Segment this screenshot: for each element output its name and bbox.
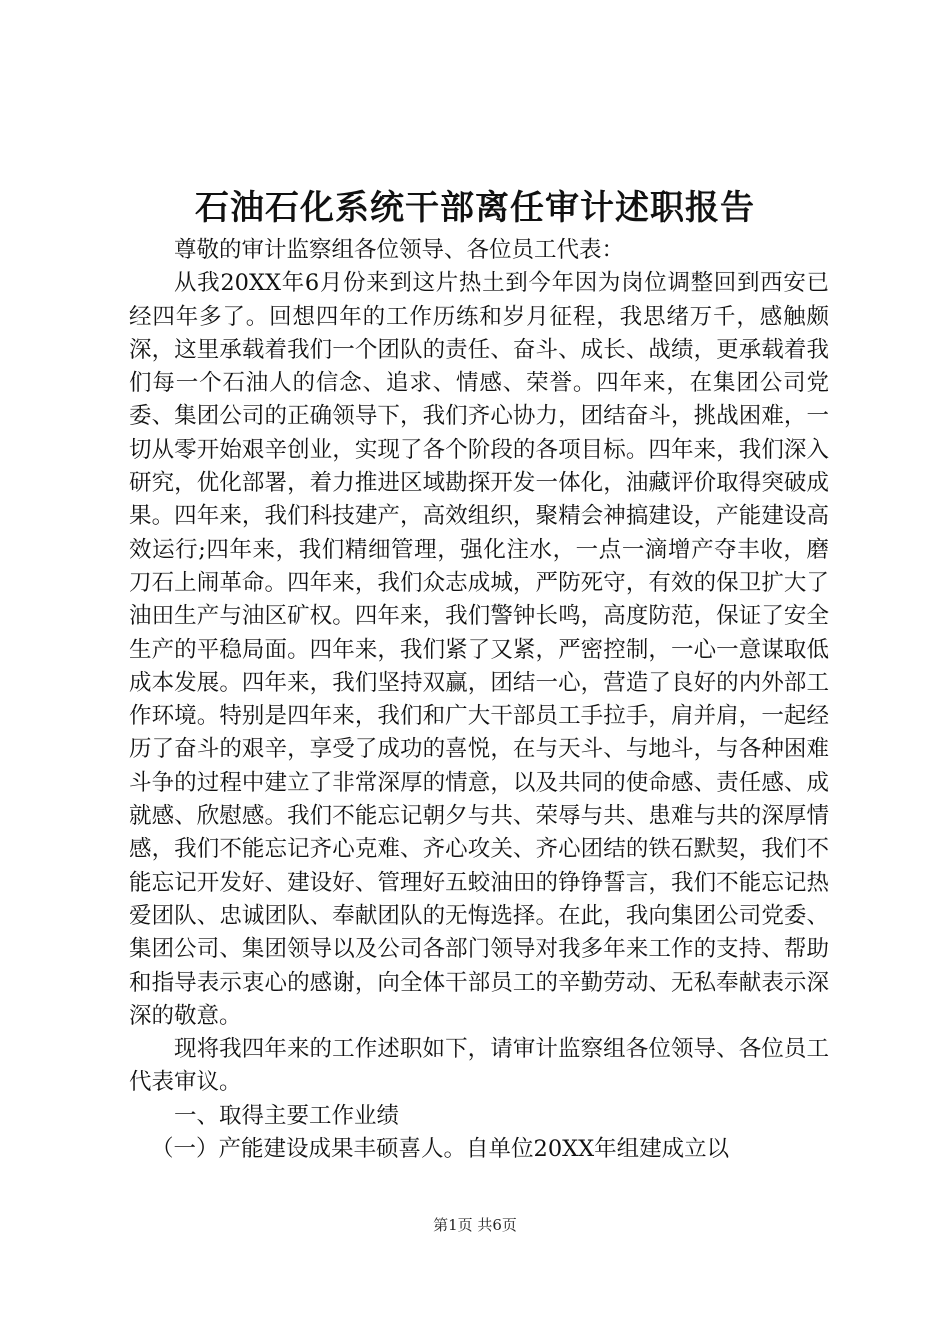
page-number: 第1页 共6页 bbox=[433, 1216, 517, 1234]
paragraph-intro: 从我20XX年6月份来到这片热土到今年因为岗位调整回到西安已经四年多了。回想四年的工作历练和岁月征程，我思绪万千，感触颇深，这里承载着我们一个团队的责任、奋斗、成长、战绩，更承载着我们每一个石油人的信念、追求、情感、荣誉。四年来，在集团公司党委、集团公司的正确领导下，我们齐心协力，团结奋斗，挑战困难，一切从零开始艰辛创业，实现了各个阶段的各项目标。四年来，我们深入研究，优化部署，着力推进区域勘探开发一体化，油藏评价取得突破成果。四年来，我们科技建产，高效组织，聚精会神搞建设，产能建设高效运行;四年来，我们精细管理，强化注水，一点一滴增产夺丰收，磨刀石上闹革命。四年来，我们众志成城，严防死守，有效的保卫扩大了油田生产与油区矿权。四年来，我们警钟长鸣，高度防范，保证了安全生产的平稳局面。四年来，我们紧了又紧，严密控制，一心一意谋取低成本发展。四年来，我们坚持双赢，团结一心，营造了良好的内外部工作环境。特别是四年来，我们和广大干部员工手拉手，肩并肩，一起经历了奋斗的艰辛，享受了成功的喜悦，在与天斗、与地斗，与各种困难斗争的过程中建立了非常深厚的情意，以及共同的使命感、责任感、成就感、欣慰感。我们不能忘记朝夕与共、荣辱与共、患难与共的深厚情感，我们不能忘记齐心克难、齐心攻关、齐心团结的铁石默契，我们不能忘记开发好、建设好、管理好五蛟油田的铮铮誓言，我们不能忘记热爱团队、忠诚团队、奉献团队的无悔选择。在此，我向集团公司党委、集团公司、集团领导以及公司各部门领导对我多年来工作的支持、帮助和指导表示衷心的感谢，向全体干部员工的辛勤劳动、无私奉献表示深深的敬意。 bbox=[129, 270, 829, 1029]
document-title: 石油石化系统干部离任审计述职报告 bbox=[195, 188, 755, 228]
paragraph-report-notice: 现将我四年来的工作述职如下，请审计监察组各位领导、各位员工代表审议。 bbox=[129, 1036, 829, 1096]
salutation: 尊敬的审计监察组各位领导、各位员工代表： bbox=[174, 237, 625, 263]
section-heading: 一、取得主要工作业绩 bbox=[174, 1102, 400, 1129]
document-body bbox=[129, 234, 829, 1166]
subsection-heading: （一）产能建设成果丰硕喜人。自单位20XX年组建成立以 bbox=[151, 1136, 730, 1163]
